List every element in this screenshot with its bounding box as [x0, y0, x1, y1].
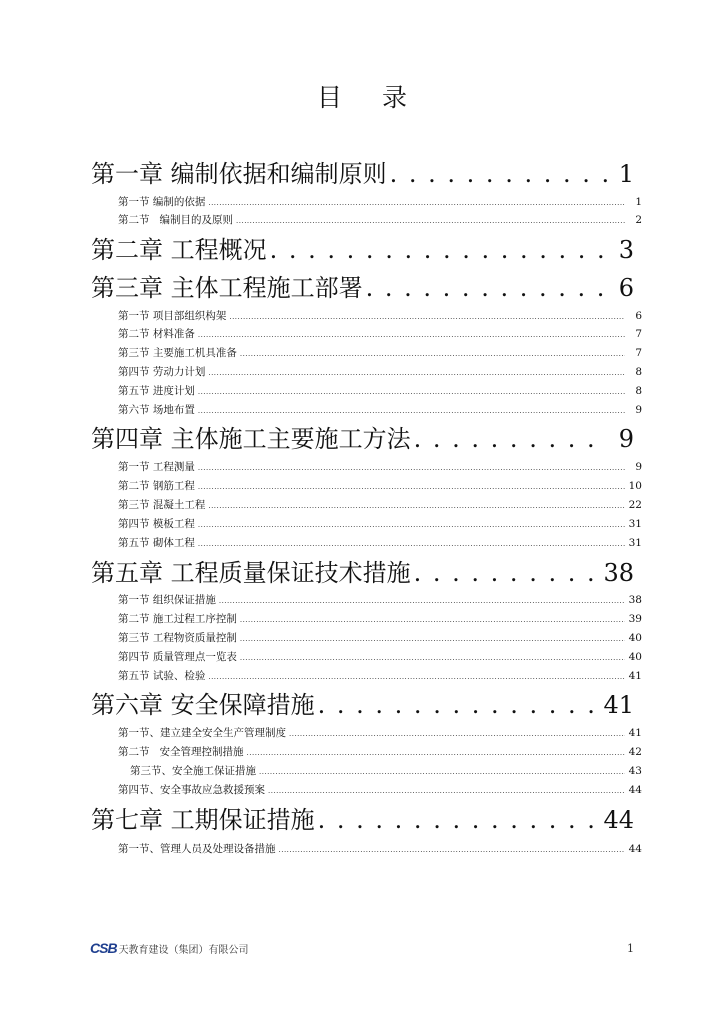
section-page: 6 [635, 310, 642, 322]
toc-section[interactable] [118, 479, 642, 493]
dot-leader [318, 690, 601, 720]
chapter-page: 38 [603, 559, 634, 587]
dot-leader [198, 385, 625, 398]
section-page: 44 [628, 843, 642, 855]
dot-leader [198, 480, 625, 493]
chapter-page: 6 [618, 274, 634, 302]
chapter-title: 工期保证措施 [170, 806, 315, 834]
toc-section[interactable] [118, 195, 642, 209]
section-label: 第三节 [118, 499, 150, 511]
section-title: 混凝土工程 [152, 499, 206, 511]
section-title: 组织保证措施 [152, 594, 216, 606]
section-page: 40 [628, 651, 642, 663]
dot-leader [318, 805, 601, 835]
chapter-label: 第五章 [91, 559, 163, 587]
toc-section[interactable] [118, 213, 642, 227]
section-page: 9 [635, 404, 642, 416]
chapter-title: 工程概况 [170, 236, 267, 264]
section-title: 编制目的及原则 [159, 214, 234, 226]
section-label: 第六节 [118, 404, 150, 416]
section-label: 第三节 [118, 632, 150, 644]
dot-leader [198, 518, 625, 531]
dot-leader [240, 632, 625, 645]
chapter-title: 编制依据和编制原则 [170, 160, 387, 188]
chapter-label: 第二章 [91, 236, 163, 264]
toc-section[interactable] [118, 669, 642, 683]
chapter-label: 第三章 [91, 274, 163, 302]
section-title: 钢筋工程 [152, 480, 195, 492]
section-title: 材料准备 [152, 328, 195, 340]
toc-section[interactable] [118, 536, 642, 550]
section-label: 第四节 [118, 651, 150, 663]
section-title: 管理人员及处理设备措施 [160, 843, 276, 855]
section-page: 43 [628, 765, 642, 777]
toc-section[interactable] [118, 745, 642, 759]
section-page: 22 [628, 499, 642, 511]
section-title: 模板工程 [152, 518, 195, 530]
toc-section[interactable] [118, 612, 642, 626]
section-label: 第二节 [118, 613, 150, 625]
chapter-page: 41 [603, 691, 634, 719]
page-number: 1 [627, 941, 634, 955]
dot-leader [198, 328, 625, 341]
section-title: 安全管理控制措施 [159, 746, 244, 758]
chapter-page: 44 [603, 806, 634, 834]
toc-chapter-1[interactable] [91, 159, 634, 189]
dot-leader [208, 499, 625, 512]
section-page: 8 [635, 385, 642, 397]
dot-leader [208, 366, 625, 379]
chapter-page: 1 [618, 160, 634, 188]
page-title: 目 录 [317, 83, 423, 112]
section-title: 场地布置 [152, 404, 195, 416]
toc-chapter-4[interactable] [91, 424, 634, 454]
dot-leader [268, 784, 625, 797]
section-page: 38 [628, 594, 642, 606]
chapter-label: 第一章 [91, 160, 163, 188]
dot-leader [289, 727, 625, 740]
section-label: 第一节、 [118, 727, 160, 739]
section-page: 40 [628, 632, 642, 644]
section-label: 第三节 [118, 347, 150, 359]
section-label: 第二节 [118, 746, 150, 758]
section-title: 建立建全安全生产管理制度 [160, 727, 286, 739]
section-label: 第一节 [118, 310, 150, 322]
section-label: 第二节 [118, 480, 150, 492]
chapter-label: 第七章 [91, 806, 163, 834]
toc-section[interactable] [118, 327, 642, 341]
section-title: 工程测量 [152, 461, 195, 473]
section-label: 第四节 [118, 366, 150, 378]
toc-section[interactable] [118, 783, 642, 797]
dot-leader [240, 651, 625, 664]
toc-section[interactable] [118, 650, 642, 664]
toc-section[interactable] [118, 384, 642, 398]
toc-chapter-7[interactable] [91, 805, 634, 835]
section-page: 1 [635, 196, 642, 208]
section-page: 41 [628, 670, 642, 682]
dot-leader [414, 424, 607, 454]
section-title: 劳动力计划 [152, 366, 206, 378]
chapter-title: 主体施工主要施工方法 [170, 425, 411, 453]
dot-leader [414, 558, 601, 588]
dot-leader [198, 461, 625, 474]
chapter-page: 3 [618, 236, 634, 264]
section-label: 第五节 [118, 537, 150, 549]
dot-leader [198, 537, 625, 550]
dot-leader [259, 765, 625, 778]
section-title: 砌体工程 [152, 537, 195, 549]
chapter-label: 第六章 [91, 691, 163, 719]
section-label: 第一节、 [118, 843, 160, 855]
toc-chapter-6[interactable] [91, 690, 634, 720]
dot-leader [240, 613, 625, 626]
chapter-title: 安全保障措施 [170, 691, 315, 719]
dot-leader [198, 404, 625, 417]
page-footer [90, 938, 634, 958]
company-logo: CSB [90, 940, 117, 956]
dot-leader [270, 235, 607, 265]
toc-chapter-5[interactable] [91, 558, 634, 588]
dot-leader [208, 670, 625, 683]
dot-leader [236, 214, 625, 227]
section-title: 安全事故应急救援预案 [160, 784, 265, 796]
section-page: 42 [628, 746, 642, 758]
section-label: 第二节 [118, 214, 150, 226]
dot-leader [208, 196, 625, 209]
chapter-label: 第四章 [91, 425, 163, 453]
toc-section[interactable] [118, 460, 642, 474]
section-page: 7 [635, 347, 642, 359]
section-title: 安全施工保证措施 [172, 765, 256, 777]
section-label: 第三节、 [130, 765, 172, 777]
toc-section[interactable] [118, 346, 642, 360]
dot-leader [279, 843, 626, 856]
section-label: 第五节 [118, 670, 150, 682]
dot-leader [390, 159, 607, 189]
section-title: 项目部组织构架 [152, 310, 227, 322]
dot-leader [366, 273, 607, 303]
section-page: 31 [628, 518, 642, 530]
toc-section[interactable] [118, 365, 642, 379]
toc-section[interactable] [118, 309, 642, 323]
section-title: 主要施工机具准备 [152, 347, 237, 359]
section-page: 41 [628, 727, 642, 739]
toc-section[interactable] [118, 726, 642, 740]
section-label: 第一节 [118, 594, 150, 606]
chapter-title: 工程质量保证技术措施 [170, 559, 411, 587]
section-label: 第五节 [118, 385, 150, 397]
section-title: 工程物资质量控制 [152, 632, 237, 644]
toc-chapter-2[interactable] [91, 235, 634, 265]
section-page: 39 [628, 613, 642, 625]
dot-leader [219, 594, 625, 607]
section-page: 44 [628, 784, 642, 796]
section-label: 第四节、 [118, 784, 160, 796]
toc-section[interactable] [118, 517, 642, 531]
section-label: 第一节 [118, 196, 150, 208]
toc-section[interactable] [118, 631, 642, 645]
company-name: 天教育建设（集团）有限公司 [118, 944, 249, 956]
section-title: 质量管理点一览表 [152, 651, 237, 663]
chapter-page: 9 [618, 425, 634, 453]
dot-leader [240, 347, 625, 360]
section-title: 进度计划 [152, 385, 195, 397]
section-label: 第四节 [118, 518, 150, 530]
section-page: 9 [635, 461, 642, 473]
section-title: 施工过程工序控制 [152, 613, 237, 625]
toc-section[interactable] [130, 764, 642, 778]
toc-section[interactable] [118, 403, 642, 417]
section-title: 试验、检验 [152, 670, 206, 682]
section-label: 第二节 [118, 328, 150, 340]
chapter-title: 主体工程施工部署 [170, 274, 363, 302]
section-label: 第一节 [118, 461, 150, 473]
section-page: 2 [635, 214, 642, 226]
toc-section[interactable] [118, 498, 642, 512]
dot-leader [229, 310, 625, 323]
dot-leader [247, 746, 625, 759]
toc-chapter-3[interactable] [91, 273, 634, 303]
toc-section[interactable] [118, 842, 642, 856]
section-page: 31 [628, 537, 642, 549]
section-page: 8 [635, 366, 642, 378]
toc-section[interactable] [118, 593, 642, 607]
section-page: 10 [628, 480, 642, 492]
section-title: 编制的依据 [152, 196, 206, 208]
section-page: 7 [635, 328, 642, 340]
